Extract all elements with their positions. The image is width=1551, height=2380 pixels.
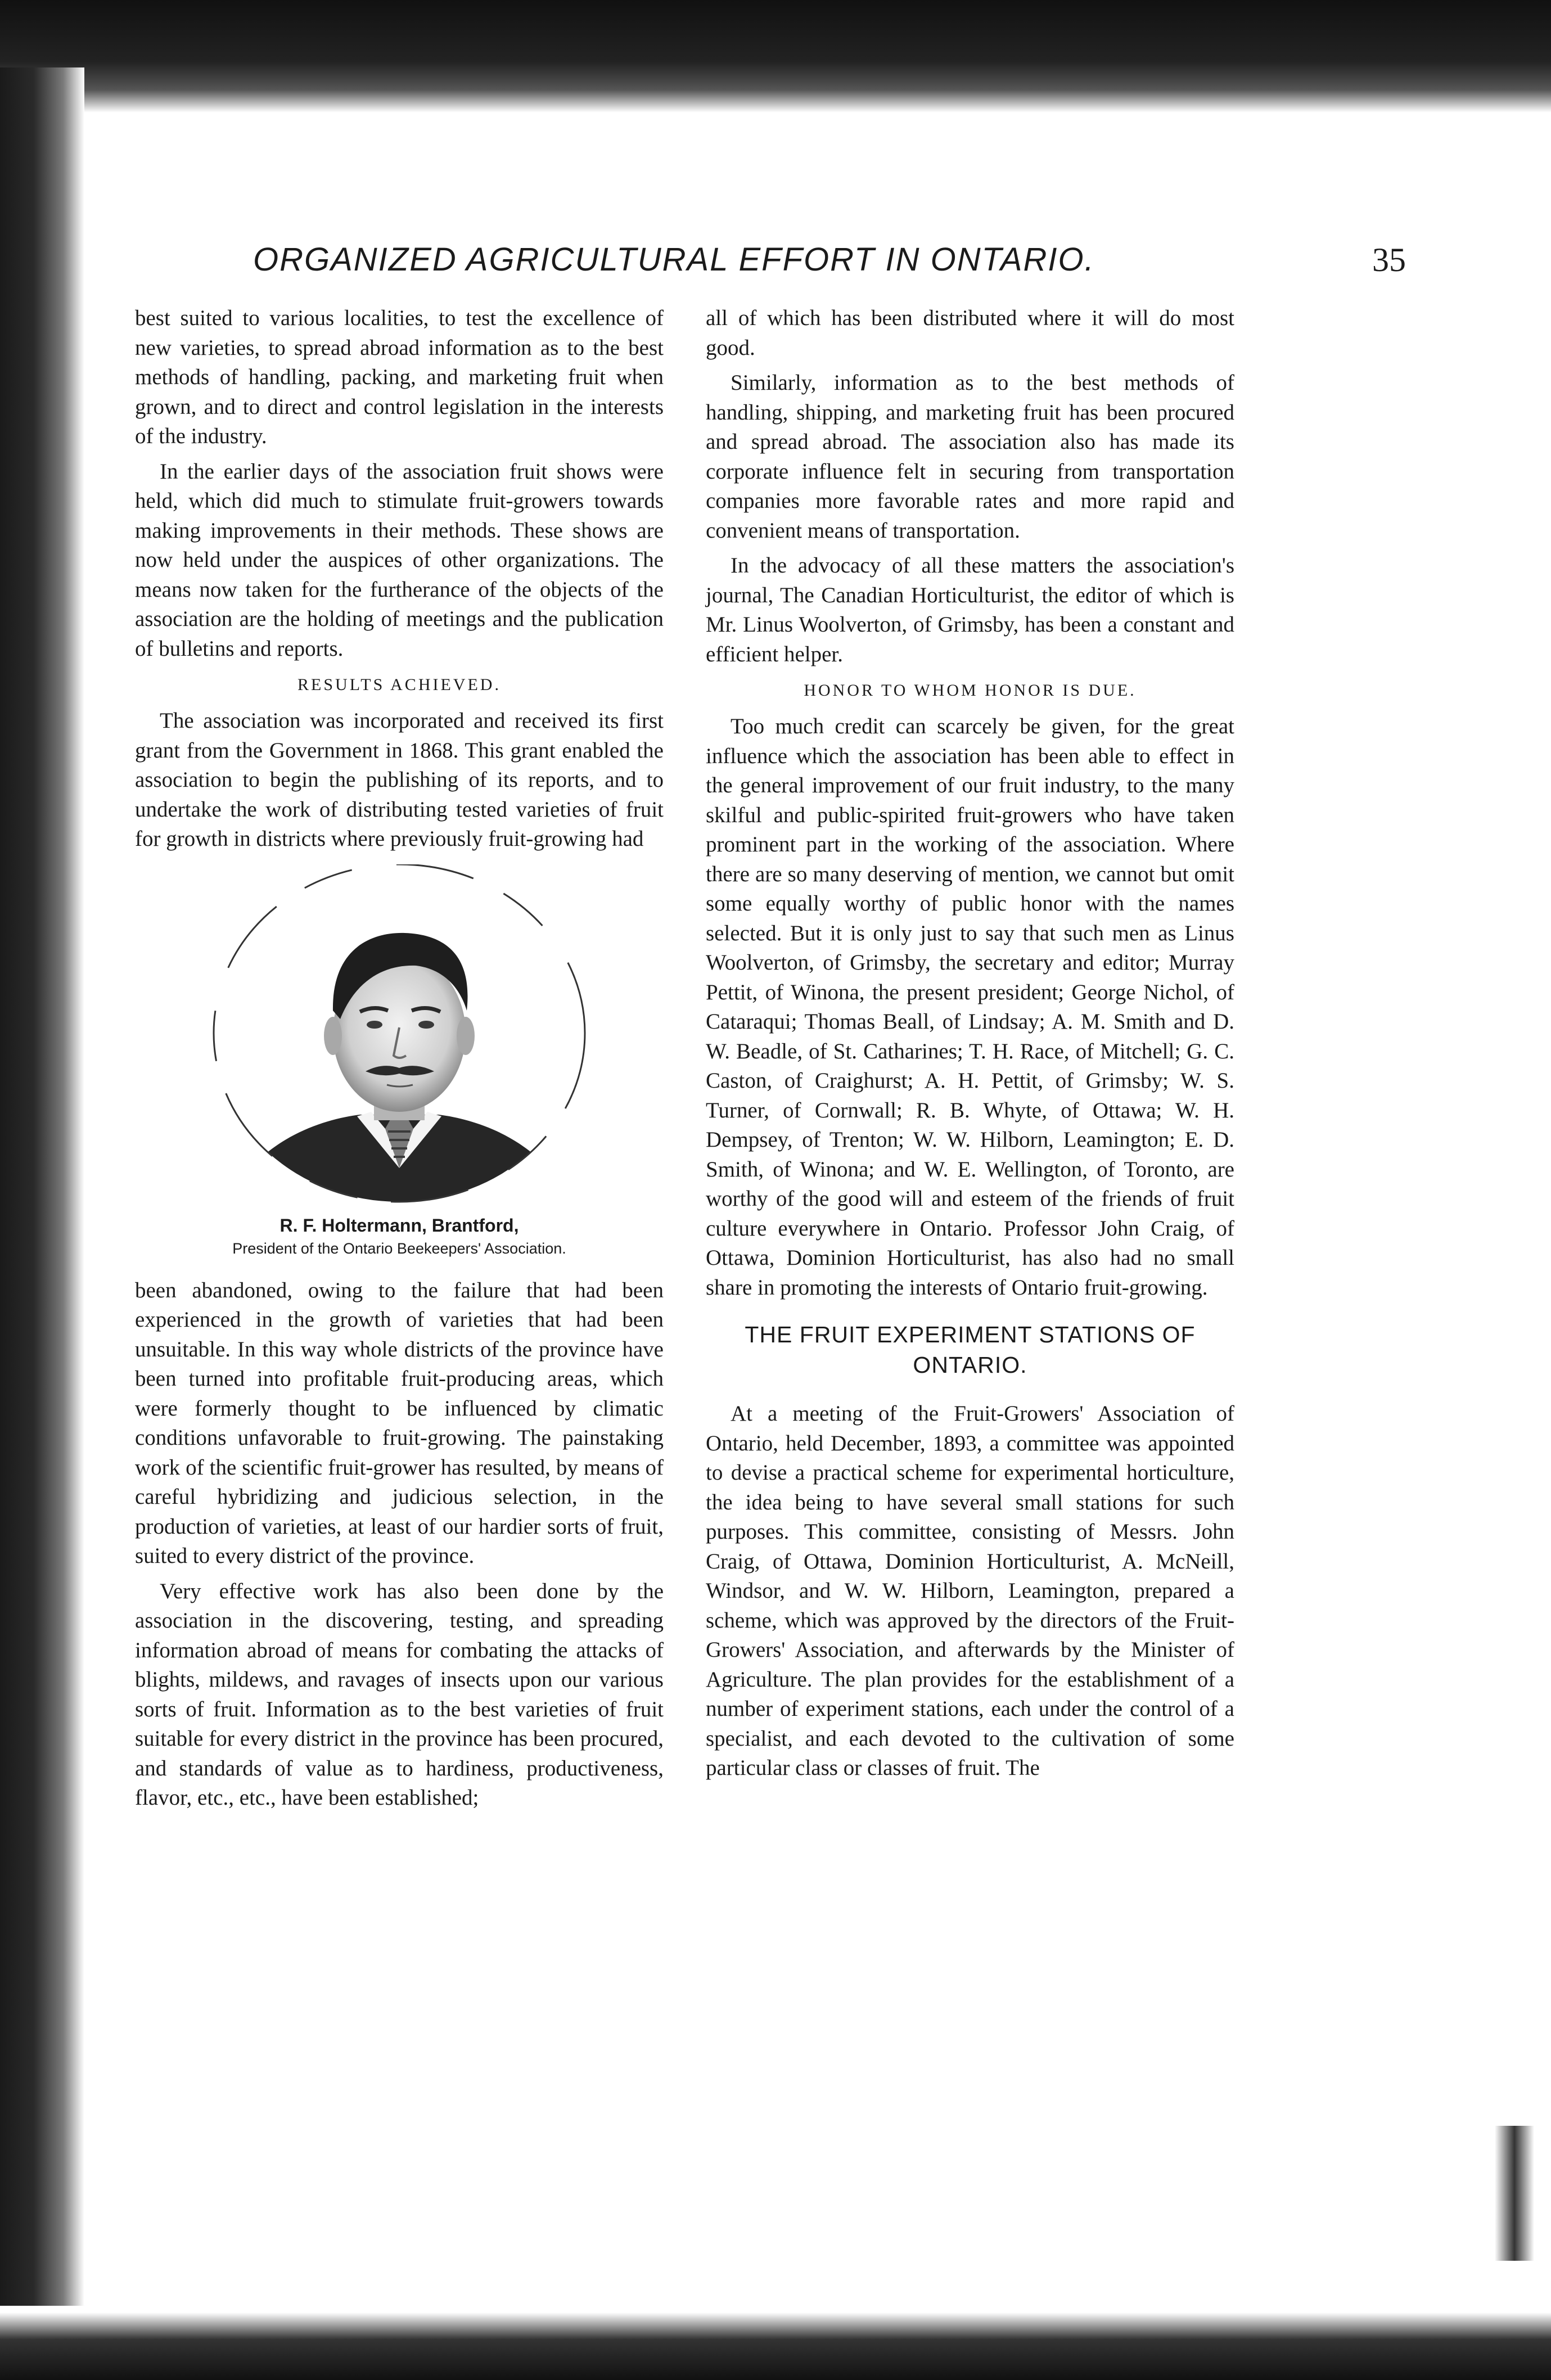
caption-name: R. F. Holtermann, Brantford, bbox=[279, 1215, 519, 1236]
left-column bbox=[135, 304, 664, 1819]
paragraph: Very effective work has also been done by the association in the discovering, testing, and spreading information abroad of means for combating the attacks of blights, mildews, and ravages of insects upon our various sorts of fruit. Information as to the best varieties of fruit suitable for every district in the province has been procured, and standards of value as to hardiness, productiveness, flavor, etc., etc., have been established; bbox=[135, 1579, 664, 1810]
portrait-figure bbox=[135, 864, 664, 1213]
paragraph: At a meeting of the Fruit-Growers' Association of Ontario, held December, 1893, a committee was appointed to devise a practical scheme for experimental horticulture, the idea being to have several small stations for such purposes. This committee, consisting of Messrs. John Craig, of Ottawa, Dominion Horticulturist, A. McNeill, Windsor, and W. W. Hilborn, Leamington, prepared a scheme, which was approved by the directors of the Fruit-Growers' Association, and afterwards by the Minister of Agriculture. The plan provides for the establishment of a number of experiment stations, each under the control of a specialist, and each devoted to the cultivation of some particular class or classes of fruit. The bbox=[706, 1401, 1234, 1780]
paragraph: been abandoned, owing to the failure that had been experienced in the growth of varieties that had been unsuitable. In this way whole districts of the province have been turned into profitable fruit-producing areas, which were formerly thought to be influenced by climatic conditions unfavorable to fruit-growing. The painstaking work of the scientific fruit-grower has resulted, by means of careful hybridizing and judicious selection, in the production of varieties, at least of our hardier sorts of fruit, suited to every district of the province. bbox=[135, 1278, 664, 1568]
paragraph: Too much credit can scarcely be given, for the great influence which the association has been able to effect in the general improvement of our fruit industry, to the many skilful and public-spirited fruit-growers who have taken prominent part in the working of the association. Where there are so many deserving of mention, we cannot but omit some equally worthy of public honor with the names selected. But it is only just to say that such men as Linus Woolverton, of Grimsby, the secretary and editor; Murray Pettit, of Winona, the present president; George Nichol, of Cataraqui; Thomas Beall, of Lindsay; A. M. Smith and D. W. Beadle, of St. Catharines; T. H. Race, of Mitchell; G. C. Caston, of Craighurst; A. H. Pettit, of Grimsby; W. S. Turner, of Cornwall; R. B. Whyte, of Ottawa; W. H. Dempsey, of Trenton; W. W. Hilborn, Leamington; E. D. Smith, of Winona; and W. E. Wellington, of Toronto, are worthy of the good will and esteem of the friends of fruit culture everywhere in Ontario. Professor John Craig, of Ottawa, Dominion Horticulturist, has also had no small share in promoting the interests of Ontario fruit-growing. bbox=[706, 714, 1234, 1300]
paragraph: The association was incorporated and received its first grant from the Government in 1868. This grant enabled the association to begin the publishing of its reports, and to undertake the work of distributing tested varieties of fruit for growth in districts where previously fruit-growing had bbox=[135, 709, 664, 851]
scan-mark-right bbox=[1495, 2126, 1534, 2261]
paragraph: best suited to various localities, to test the excellence of new varieties, to spread abroad information as to the best methods of handling, packing, and marketing fruit when grown, and to direct and control legislation in the interests of the industry. bbox=[135, 306, 664, 448]
subhead-results-achieved: RESULTS ACHIEVED. bbox=[297, 675, 501, 694]
paragraph: all of which has been distributed where it will do most good. bbox=[706, 306, 1234, 360]
subhead-honor: HONOR TO WHOM HONOR IS DUE. bbox=[804, 681, 1137, 700]
section-title-experiment-stations: THE FRUIT EXPERIMENT STATIONS OF ONTARIO. bbox=[745, 1322, 1196, 1378]
scan-border-bottom bbox=[0, 2313, 1551, 2380]
portrait-image bbox=[135, 864, 664, 1213]
caption-role: President of the Ontario Beekeepers' Association. bbox=[232, 1239, 566, 1257]
paragraph: In the earlier days of the association fruit shows were held, which did much to stimulate fruit-growers towards making improvements in their methods. These shows are now held under the auspices of other organizations. The means now taken for the furtherance of the objects of the association are the holding of meetings and the publication of bulletins and reports. bbox=[135, 459, 664, 661]
running-head: ORGANIZED AGRICULTURAL EFFORT IN ONTARIO. bbox=[253, 241, 1095, 278]
page-number: 35 bbox=[1372, 241, 1406, 278]
scan-border-top bbox=[0, 0, 1551, 112]
right-column bbox=[706, 304, 1234, 1789]
paragraph: In the advocacy of all these matters the association's journal, The Canadian Horticulturist, the editor of which is Mr. Linus Woolverton, of Grimsby, has been a constant and efficient helper. bbox=[706, 553, 1234, 666]
paragraph: Similarly, information as to the best methods of handling, shipping, and marketing fruit has been procured and spread abroad. The association also has made its corporate influence felt in securing from transportation companies more favorable rates and more rapid and convenient means of transportation. bbox=[706, 371, 1234, 543]
portrait-caption bbox=[135, 1213, 664, 1259]
scan-border-left bbox=[0, 67, 84, 2306]
